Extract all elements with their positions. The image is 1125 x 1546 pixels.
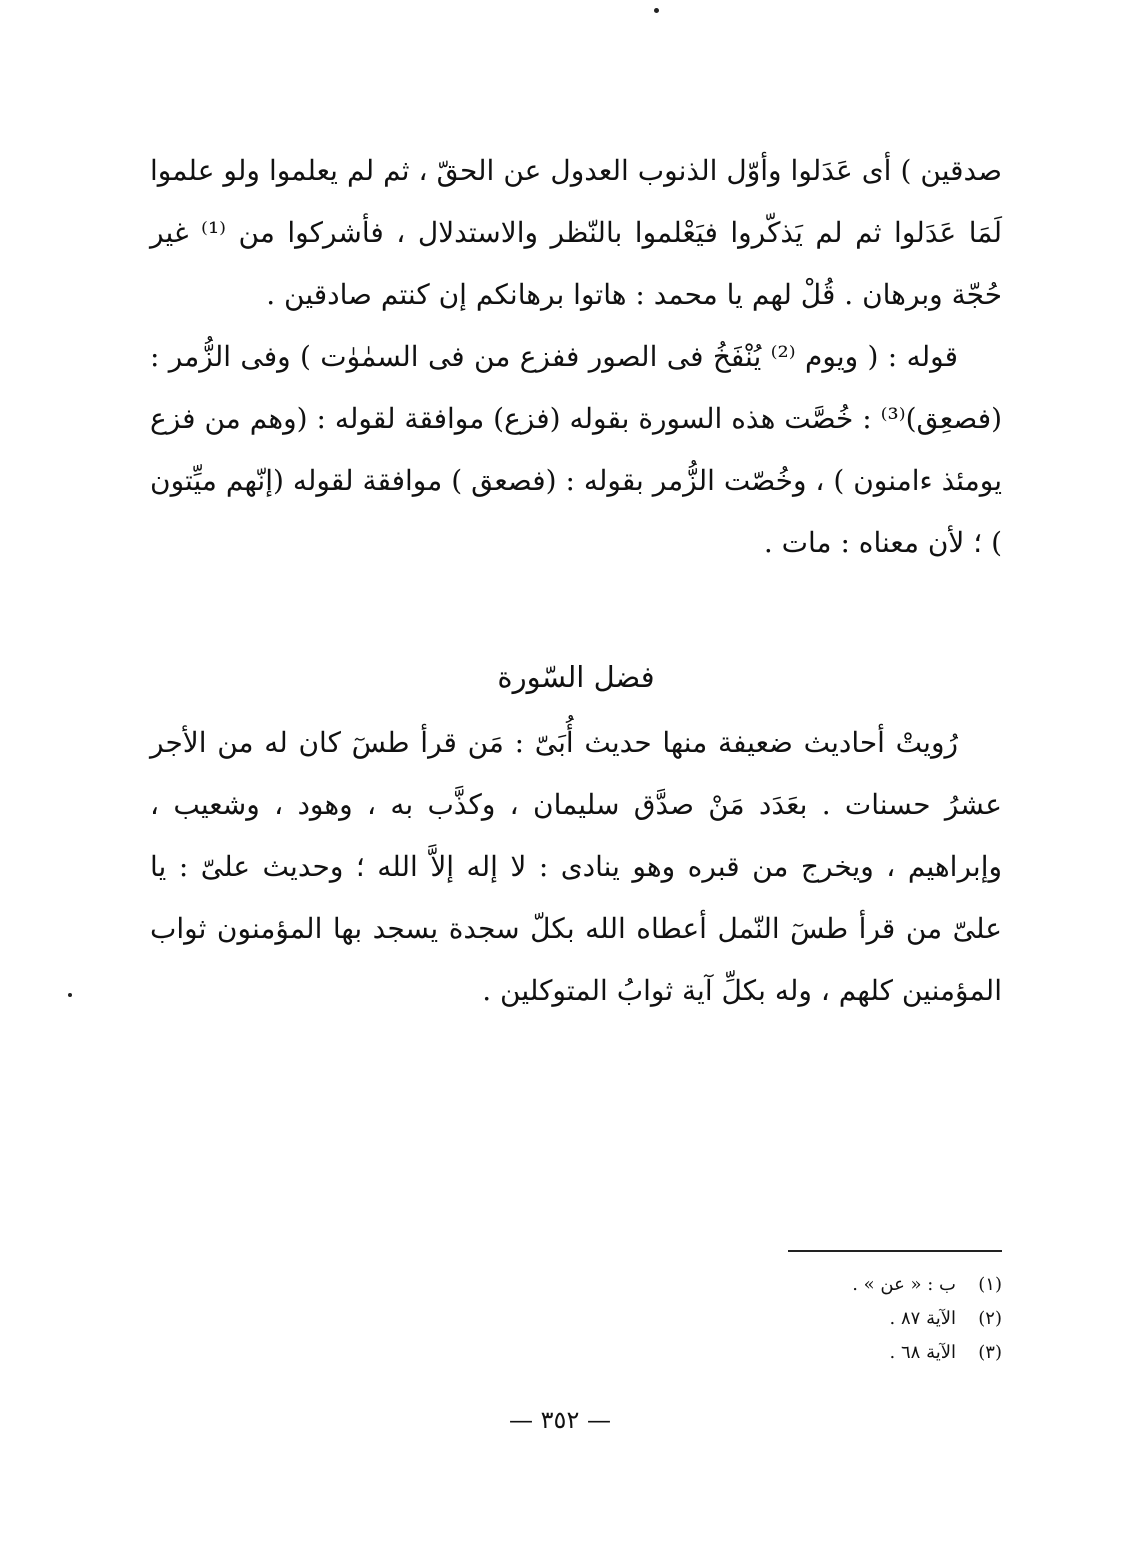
footnotes [780,1268,1002,1370]
main-text [150,140,1002,574]
footnote-number: (١) [978,1274,1002,1295]
footnote-text: الآية ٨٧ . [889,1308,956,1329]
footnote-text: الآية ٦٨ . [889,1342,956,1363]
left-dot-mark [68,993,72,997]
footnote-divider [788,1250,1002,1252]
page-number: — ٣٥٢ — [509,1406,611,1434]
footnote-text: ب : « عن » . [852,1274,956,1295]
footnote-item [780,1336,1002,1370]
paragraph-1: صدقين ) أى عَدَلوا وأوّل الذنوب العدول عن الحقّ ، ثم لم يعلموا ولو علموا لَمَا عَدَلوا ثم لم يَذكّروا فيَعْلموا بالنّظر والاستدلال ، فأشركوا من ⁽¹⁾ غير حُجّة وبرهان . قُلْ لهم يا محمد : هاتوا برهانكم إن كنتم صادقين . [150,154,1002,311]
section-paragraph: رُويتْ أحاديث ضعيفة منها حديث أُبَىّ : مَن قرأ طسٓ كان له من الأجر عشرُ حسنات . بعَدَد مَنْ صدَّق سليمان ، وكذَّب به ، وهود ، وشعيب ، وإبراهيم ، ويخرج من قبره وهو ينادى : لا إله إلاَّ الله ؛ وحديث علىّ : يا علىّ من قرأ طسٓ النّمل أعطاه الله بكلّ سجدة يسجد بها المؤمنون ثواب المؤمنين كلهم ، وله بكلِّ آية ثوابُ المتوكلين . [150,726,1002,1007]
top-dot-mark [654,8,659,13]
footnote-item [780,1302,1002,1336]
section-text [150,712,1002,1022]
footnote-number: (٢) [978,1308,1002,1329]
footnote-item [780,1268,1002,1302]
section-title: فضل السّورة [497,660,655,694]
footnote-number: (٣) [978,1342,1002,1363]
paragraph-2: قوله : ( ويوم ⁽²⁾ يُنْفَخُ فى الصور ففزع من فى السمٰوٰت ) وفى الزُّمر : (فصعِق)⁽³⁾ : خُصَّت هذه السورة بقوله (فزع) موافقة لقوله : (وهم من فزع يومئذ ءامنون ) ، وخُصّت الزُّمر بقوله : (فصعق ) موافقة لقوله (إنّهم ميِّتون ) ؛ لأن معناه : مات . [150,340,1002,559]
